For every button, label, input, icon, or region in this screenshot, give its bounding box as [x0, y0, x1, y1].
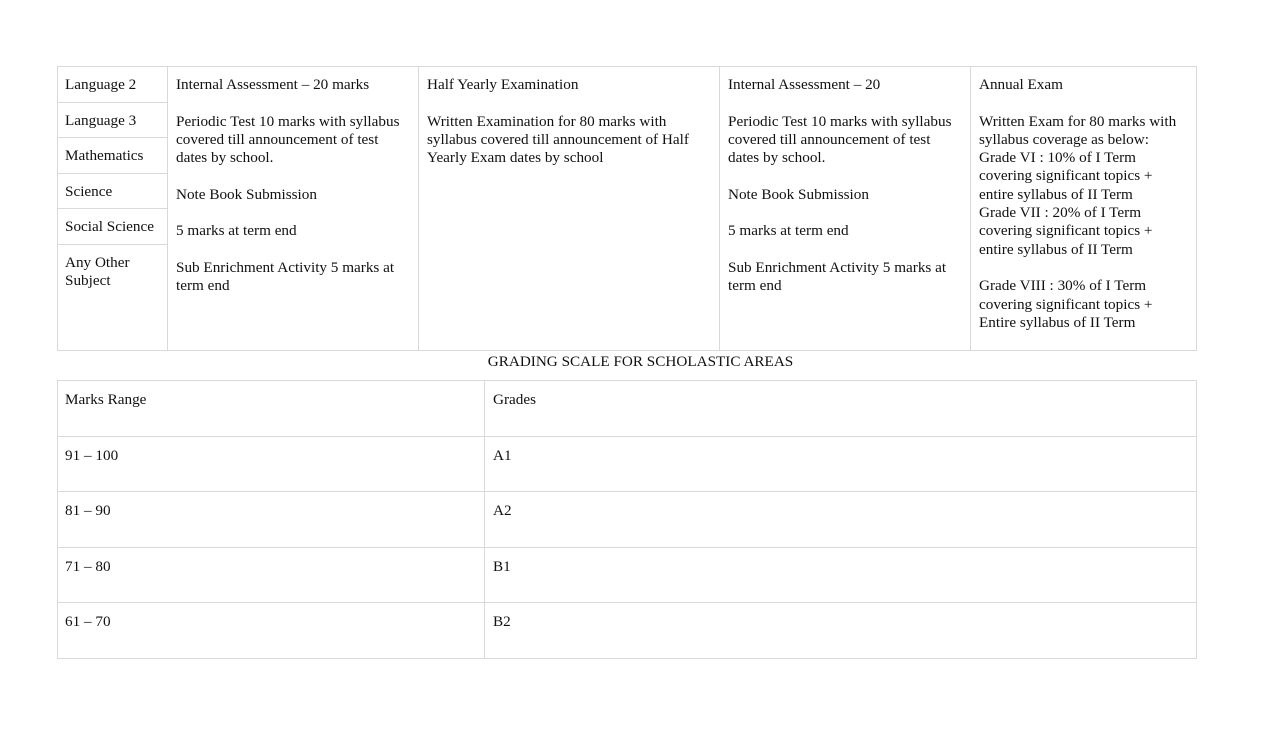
table-row: [58, 437, 1196, 493]
table-row: [58, 603, 1196, 658]
half-yearly-column: [419, 67, 720, 350]
subject-cell: Mathematics: [58, 138, 167, 174]
annual-grade8: Grade VIII : 30% of I Term covering significant topics + Entire syllabus of II Term: [979, 277, 1153, 331]
grade-cell: A2: [493, 502, 512, 519]
term2-heading: Internal Assessment – 20: [728, 76, 881, 93]
half-yearly-heading: Half Yearly Examination: [427, 76, 579, 93]
term1-notebook-marks: 5 marks at term end: [176, 222, 297, 240]
term1-notebook: Note Book Submission: [176, 185, 317, 203]
assessment-table: [57, 66, 1197, 351]
table-row: [58, 492, 1196, 548]
annual-intro: Written Exam for 80 marks with syllabus coverage as below:: [979, 112, 1177, 148]
grade-cell: A1: [493, 446, 512, 464]
grading-scale-caption: GRADING SCALE FOR SCHOLASTIC AREAS: [487, 353, 794, 370]
term1-periodic-test: Periodic Test 10 marks with syllabus covered till announcement of test dates by school.: [176, 112, 400, 167]
term2-internal-column: [720, 67, 971, 350]
term2-notebook-marks: 5 marks at term end: [728, 222, 849, 240]
annual-heading: Annual Exam: [979, 76, 1063, 93]
marks-range-cell: 91 – 100: [58, 437, 485, 492]
marks-range-cell: 71 – 80: [58, 548, 485, 603]
table-header-row: [58, 381, 1196, 437]
term1-internal-column: [168, 67, 419, 350]
annual-grade7: Grade VII : 20% of I Term covering significant topics + entire syllabus of II Term: [979, 204, 1153, 258]
term2-notebook: Note Book Submission: [728, 185, 869, 203]
half-yearly-description: Written Examination for 80 marks with syllabus covered till announcement of Half Yearly Exam dates by school: [427, 112, 689, 167]
annual-grade6: Grade VI : 10% of I Term covering significant topics + entire syllabus of II Term: [979, 149, 1153, 203]
marks-range-header: Marks Range: [58, 381, 485, 436]
grading-scale-table: [57, 380, 1197, 659]
term1-heading: Internal Assessment – 20 marks: [176, 76, 370, 93]
subject-cell: Any Other Subject: [65, 253, 130, 289]
subject-cell: Language 3: [58, 103, 167, 139]
grades-header: Grades: [493, 391, 537, 408]
marks-range-cell: 61 – 70: [58, 603, 485, 658]
marks-range-cell: 81 – 90: [58, 492, 485, 547]
subject-cell: Language 2: [58, 67, 167, 103]
subjects-column: [58, 67, 168, 350]
grade-cell: B1: [493, 557, 511, 575]
term1-enrichment: Sub Enrichment Activity 5 marks at term end: [176, 258, 395, 295]
grade-cell: B2: [493, 613, 511, 630]
term2-periodic-test: Periodic Test 10 marks with syllabus covered till announcement of test dates by school.: [728, 112, 952, 167]
term2-enrichment: Sub Enrichment Activity 5 marks at term end: [728, 258, 947, 295]
annual-exam-column: [971, 67, 1196, 350]
table-row: [58, 548, 1196, 604]
subject-cell: Science: [58, 174, 167, 210]
subject-cell: Social Science: [58, 209, 167, 245]
